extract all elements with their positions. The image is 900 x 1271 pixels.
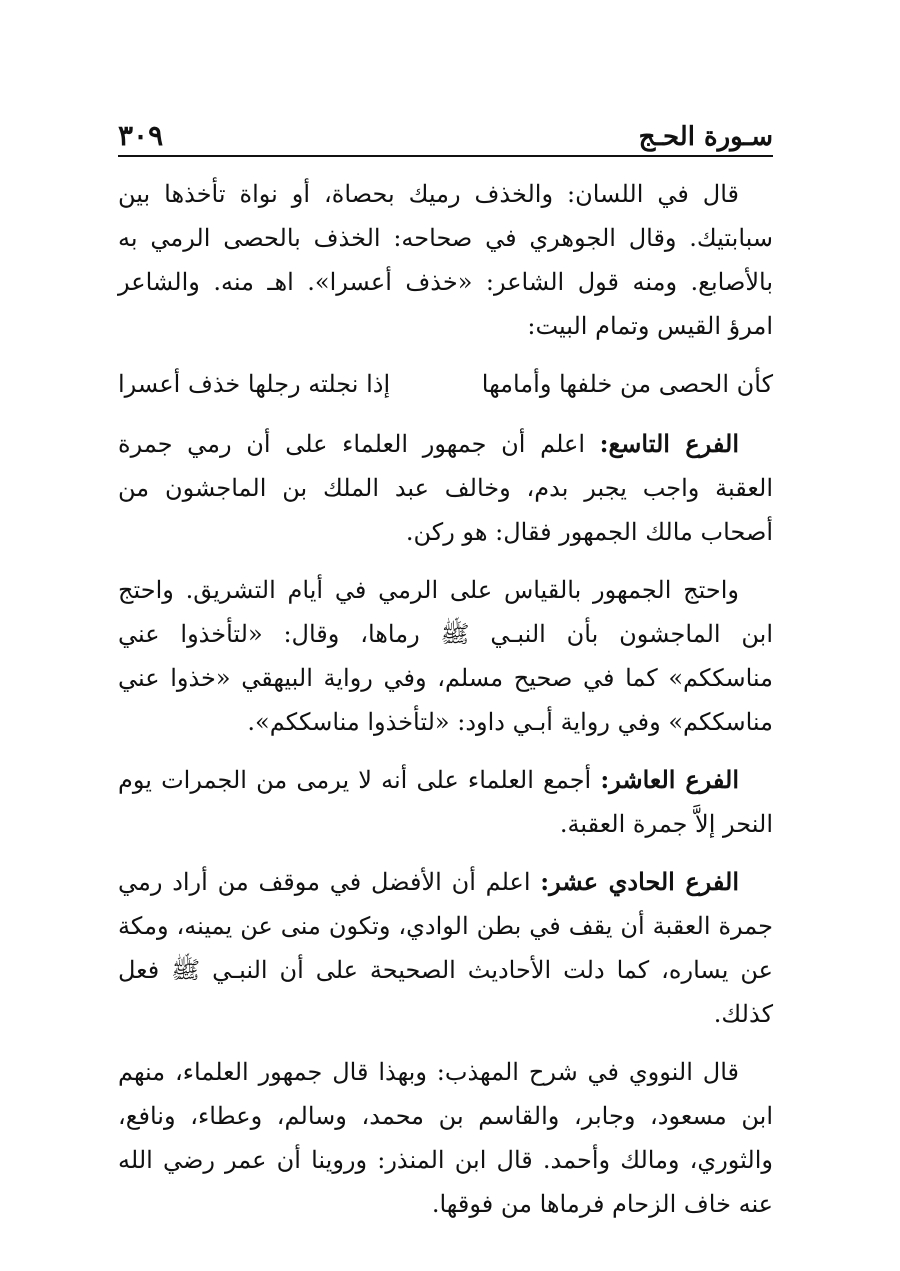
paragraph-nawawi: قال النووي في شرح المهذب: وبهذا قال جمهور العلماء، منهم ابن مسعود، وجابر، والقاسم بن محمد، وسالم، وعطاء، ونافع، والثوري، ومالك وأحمد. قال ابن المنذر: وروينا أن عمر رضي الله عنه خاف الزحام فرماها من فوقها. xyxy=(118,1058,773,1218)
tenth-branch-label: الفرع العاشر: xyxy=(600,765,740,794)
verse-second-hemistich: إذا نجلته رجلها خذف أعسرا xyxy=(118,370,391,398)
page-body xyxy=(118,172,773,1240)
eleventh-branch-label: الفرع الحادي عشر: xyxy=(540,867,740,896)
paragraph-majority-argument: واحتج الجمهور بالقياس على الرمي في أيام التشريق. واحتج ابن الماجشون بأن النبـي ﷺ رماها، وقال: «لتأخذوا عني مناسككم» كما في صحيح مسلم، وفي رواية البيهقي «خذوا عني مناسككم» وفي رواية أبـي داود: «لتأخذوا مناسككم». xyxy=(118,576,773,736)
paragraph-lisan: قال في اللسان: والخذف رميك بحصاة، أو نواة تأخذها بين سبابتيك. وقال الجوهري في صحاحه: الخذف بالحصى الرمي به بالأصابع. ومنه قول الشاعر: «خذف أعسرا». اهـ منه. والشاعر امرؤ القيس وتمام البيت: xyxy=(118,180,773,340)
ninth-branch-text: اعلم أن جمهور العلماء على أن رمي جمرة العقبة واجب يجبر بدم، وخالف عبد الملك بن الماجشون من أصحاب مالك الجمهور فقال: هو ركن. xyxy=(118,430,773,546)
header-rule xyxy=(118,155,773,157)
verse-first-hemistich: كأن الحصى من خلفها وأمامها xyxy=(481,370,773,398)
poetry-verse xyxy=(118,362,773,406)
paragraph-ninth-branch xyxy=(118,422,773,554)
surah-title: سـورة الحـج xyxy=(638,122,773,152)
page-number: ٣٠٩ xyxy=(118,119,164,152)
tenth-branch-text: أجمع العلماء على أنه لا يرمى من الجمرات يوم النحر إلاَّ جمرة العقبة. xyxy=(118,766,773,838)
paragraph-eleventh-branch xyxy=(118,860,773,1036)
ninth-branch-label: الفرع التاسع: xyxy=(599,429,739,458)
page-header xyxy=(118,112,773,152)
eleventh-branch-text: اعلم أن الأفضل في موقف من أراد رمي جمرة العقبة أن يقف في بطن الوادي، وتكون منى عن يمينه، ومكة عن يساره، كما دلت الأحاديث الصحيحة على أن النبـي ﷺ فعل كذلك. xyxy=(118,868,773,1028)
paragraph-tenth-branch xyxy=(118,758,773,846)
